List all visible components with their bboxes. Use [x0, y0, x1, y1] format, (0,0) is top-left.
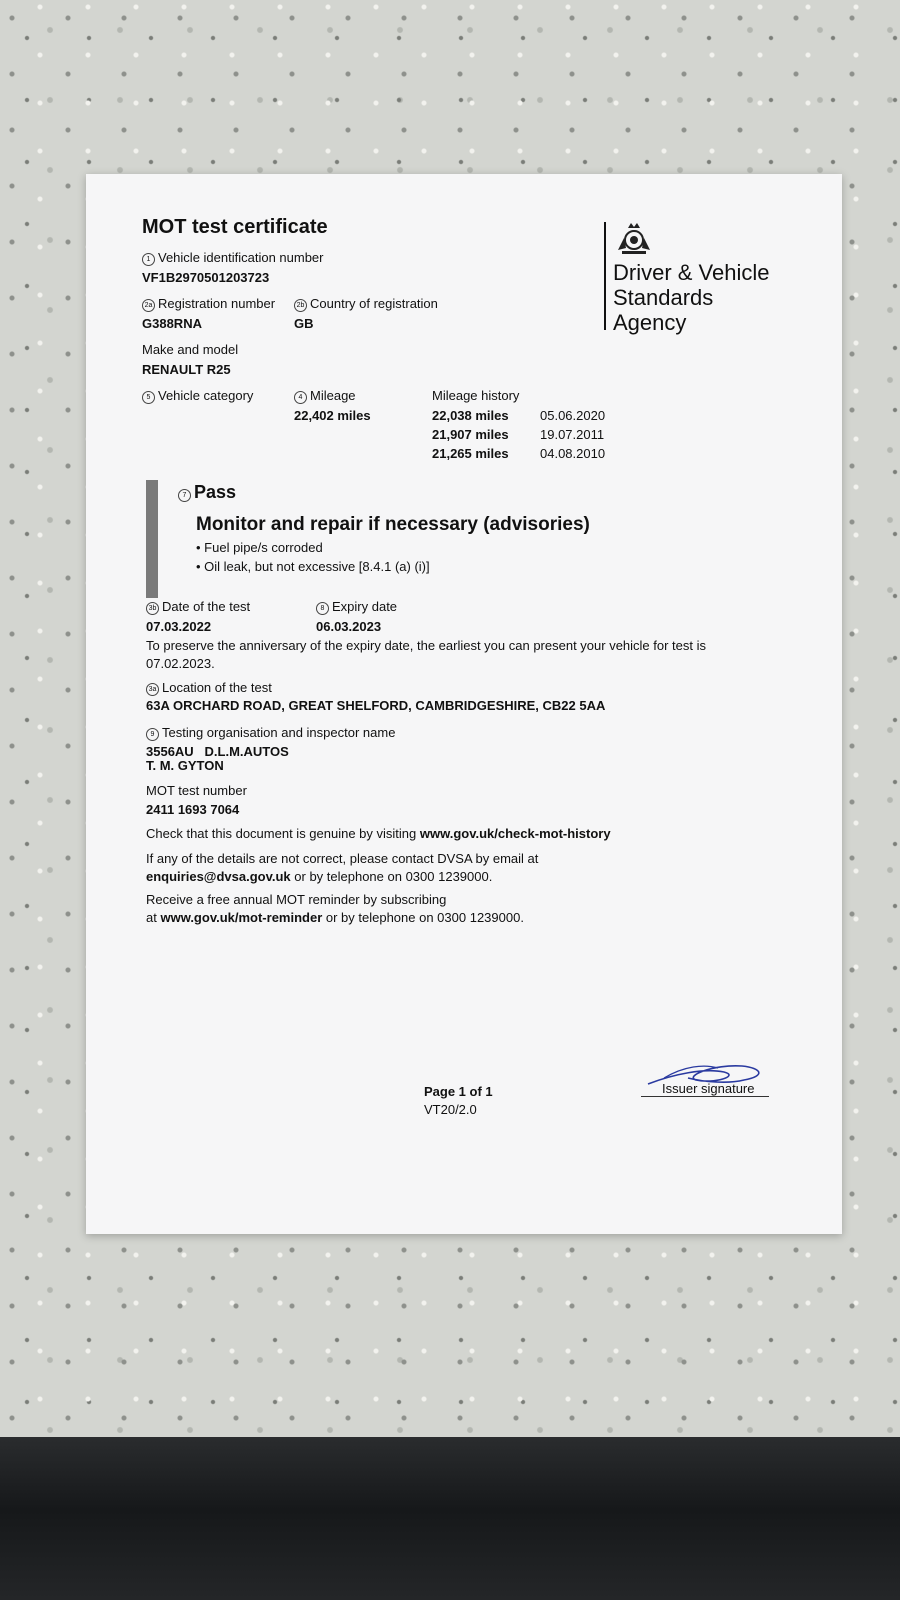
reminder-text: Receive a free annual MOT reminder by subscribing — [146, 892, 447, 907]
contact-email-row: enquiries@dvsa.gov.uk or by telephone on 0300 1239000. — [146, 869, 493, 884]
contact-email-link[interactable]: enquiries@dvsa.gov.uk — [146, 869, 291, 884]
field-number-badge: 3a — [146, 683, 159, 696]
dvsa-divider-line — [604, 222, 606, 330]
test-number-label: MOT test number — [146, 783, 247, 798]
contact-text: If any of the details are not correct, please contact DVSA by email at — [146, 851, 539, 866]
mileage-history-miles-3: 21,265 miles — [432, 446, 509, 461]
date-of-test-label-row — [146, 599, 250, 615]
make-model-label: Make and model — [142, 342, 239, 357]
expiry-value: 06.03.2023 — [316, 619, 382, 634]
advisory-text: Oil leak, but not excessive [8.4.1 (a) (i)] — [204, 559, 430, 574]
vin-value: VF1B2970501203723 — [142, 270, 270, 285]
result-status-bar — [146, 480, 158, 598]
royal-crest-icon — [614, 220, 654, 256]
field-number-badge: 4 — [294, 391, 307, 404]
check-mot-history-link[interactable]: www.gov.uk/check-mot-history — [419, 826, 611, 841]
expiry-label-row — [316, 599, 397, 615]
registration-label-row — [142, 296, 275, 312]
field-number-badge: 1 — [142, 253, 155, 266]
country-label-row — [294, 296, 438, 312]
mot-reminder-link[interactable]: www.gov.uk/mot-reminder — [160, 910, 323, 925]
field-number-badge: 5 — [142, 391, 155, 404]
anniversary-note: To preserve the anniversary of the expiry date, the earliest you can present your vehicle for test is 07.02.2023. — [146, 638, 707, 671]
mileage-label: Mileage — [310, 388, 356, 403]
country-label: Country of registration — [310, 296, 438, 311]
page-number: Page 1 of 1 — [424, 1084, 493, 1099]
document-title: MOT test certificate — [142, 216, 328, 238]
vehicle-category-label-row — [142, 388, 253, 404]
issuer-signature-label: Issuer signature — [662, 1081, 755, 1096]
advisories-title: Monitor and repair if necessary (advisories) — [196, 514, 590, 535]
agency-line-3: Agency — [613, 310, 687, 335]
testing-org-label-row — [146, 725, 395, 741]
field-number-badge: 2a — [142, 299, 155, 312]
date-of-test-value: 07.03.2022 — [146, 619, 212, 634]
location-value: 63A ORCHARD ROAD, GREAT SHELFORD, CAMBRIDGESHIRE, CB22 5AA — [146, 698, 606, 713]
mileage-history-date-1: 05.06.2020 — [540, 408, 606, 423]
testing-org-value: 3556AU D.L.M.AUTOS — [146, 744, 289, 759]
vin-label: Vehicle identification number — [158, 250, 324, 265]
test-number-value: 2411 1693 7064 — [146, 802, 240, 817]
mileage-history-label: Mileage history — [432, 388, 520, 403]
inspector-name: T. M. GYTON — [146, 758, 224, 773]
field-number-badge: 7 — [178, 489, 191, 502]
registration-value: G388RNA — [142, 316, 202, 331]
field-number-badge: 3b — [146, 602, 159, 615]
mileage-history-date-2: 19.07.2011 — [540, 427, 605, 442]
mileage-history-miles-2: 21,907 miles — [432, 427, 509, 442]
date-of-test-label: Date of the test — [162, 599, 251, 614]
advisory-item: • Fuel pipe/s corroded — [196, 540, 323, 555]
agency-line-2: Standards — [613, 285, 714, 310]
agency-line-1: Driver & Vehicle — [613, 260, 770, 285]
vin-label-row — [142, 250, 324, 266]
check-genuine-text: Check that this document is genuine by visiting www.gov.uk/check-mot-history — [146, 826, 611, 841]
mileage-history-date-3: 04.08.2010 — [540, 446, 606, 461]
mileage-value: 22,402 miles — [294, 408, 371, 423]
dark-fabric-background — [0, 1437, 900, 1600]
field-number-badge: 2b — [294, 299, 307, 312]
location-label: Location of the test — [162, 680, 272, 695]
field-number-badge: 8 — [316, 602, 329, 615]
form-code: VT20/2.0 — [424, 1102, 477, 1117]
advisory-item: • Oil leak, but not excessive [8.4.1 (a) (i)] — [196, 559, 430, 574]
mot-certificate-page — [86, 174, 842, 1234]
testing-org-label: Testing organisation and inspector name — [162, 725, 396, 740]
test-result: Pass — [194, 482, 237, 502]
field-number-badge: 9 — [146, 728, 159, 741]
make-model-value: RENAULT R25 — [142, 362, 231, 377]
location-label-row — [146, 680, 272, 696]
mileage-label-row — [294, 388, 356, 404]
country-value: GB — [294, 316, 314, 331]
expiry-label: Expiry date — [332, 599, 398, 614]
result-row — [178, 482, 236, 503]
signature-line — [641, 1096, 769, 1097]
mileage-history-miles-1: 22,038 miles — [432, 408, 509, 423]
registration-label: Registration number — [158, 296, 276, 311]
dvsa-wordmark — [613, 260, 770, 335]
vehicle-category-label: Vehicle category — [158, 388, 254, 403]
reminder-link-row: at www.gov.uk/mot-reminder or by telephone on 0300 1239000. — [146, 910, 524, 925]
advisory-text: Fuel pipe/s corroded — [204, 540, 323, 555]
